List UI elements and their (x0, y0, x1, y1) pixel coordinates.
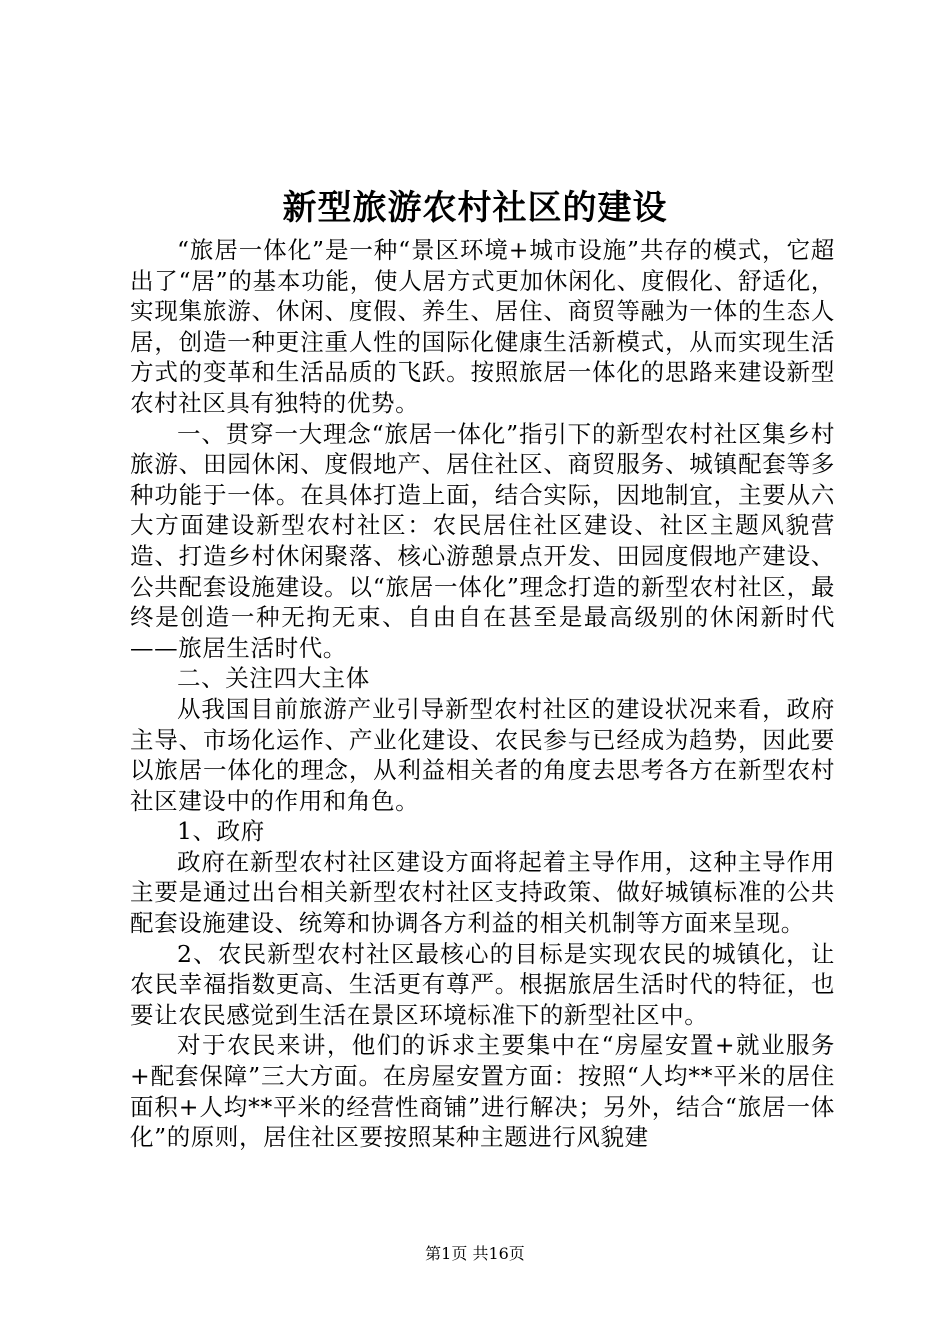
paragraph-farmers: 2、农民新型农村社区最核心的目标是实现农民的城镇化，让农民幸福指数更高、生活更有尊严。根据旅居生活时代的特征，也要让农民感觉到生活在景区环境标准下的新型社区中。 (130, 939, 835, 1029)
paragraph-section-two: 从我国目前旅游产业引导新型农村社区的建设状况来看，政府主导、市场化运作、产业化建设、农民参与已经成为趋势，因此要以旅居一体化的理念，从利益相关者的角度去思考各方在新型农村社区建设中的作用和角色。 (130, 694, 835, 815)
paragraph-section-one: 一、贯穿一大理念“旅居一体化”指引下的新型农村社区集乡村旅游、田园休闲、度假地产、居住社区、商贸服务、城镇配套等多种功能于一体。在具体打造上面，结合实际，因地制宜，主要从六大方面建设新型农村社区：农民居住社区建设、社区主题风貌营造、打造乡村休闲聚落、核心游憩景点开发、田园度假地产建设、公共配套设施建设。以“旅居一体化”理念打造的新型农村社区，最终是创造一种无拘无束、自由自在甚至是最高级别的休闲新时代——旅居生活时代。 (130, 419, 835, 662)
paragraph-government: 政府在新型农村社区建设方面将起着主导作用，这种主导作用主要是通过出台相关新型农村社区支持政策、做好城镇标准的公共配套设施建设、统筹和协调各方利益的相关机制等方面来呈现。 (130, 847, 835, 938)
heading-government: 1、政府 (177, 817, 265, 846)
heading-section-two: 二、关注四大主体 (177, 664, 370, 693)
document-title: 新型旅游农村社区的建设 (282, 188, 668, 228)
page-indicator: 第1页 共16页 (425, 1244, 525, 1263)
document-body (130, 235, 835, 1153)
paragraph-farmer-needs: 对于农民来讲，他们的诉求主要集中在“房屋安置+就业服务+配套保障”三大方面。在房屋安置方面：按照“人均**平米的居住面积+人均**平米的经营性商铺”进行解决；另外，结合“旅居一体化”的原则，居住社区要按照某种主题进行风貌建 (130, 1031, 835, 1152)
paragraph-intro: “旅居一体化”是一种“景区环境+城市设施”共存的模式，它超出了“居”的基本功能，使人居方式更加休闲化、度假化、舒适化，实现集旅游、休闲、度假、养生、居住、商贸等融为一体的生态人居，创造一种更注重人性的国际化健康生活新模式，从而实现生活方式的变革和生活品质的飞跃。按照旅居一体化的思路来建设新型农村社区具有独特的优势。 (130, 236, 835, 417)
